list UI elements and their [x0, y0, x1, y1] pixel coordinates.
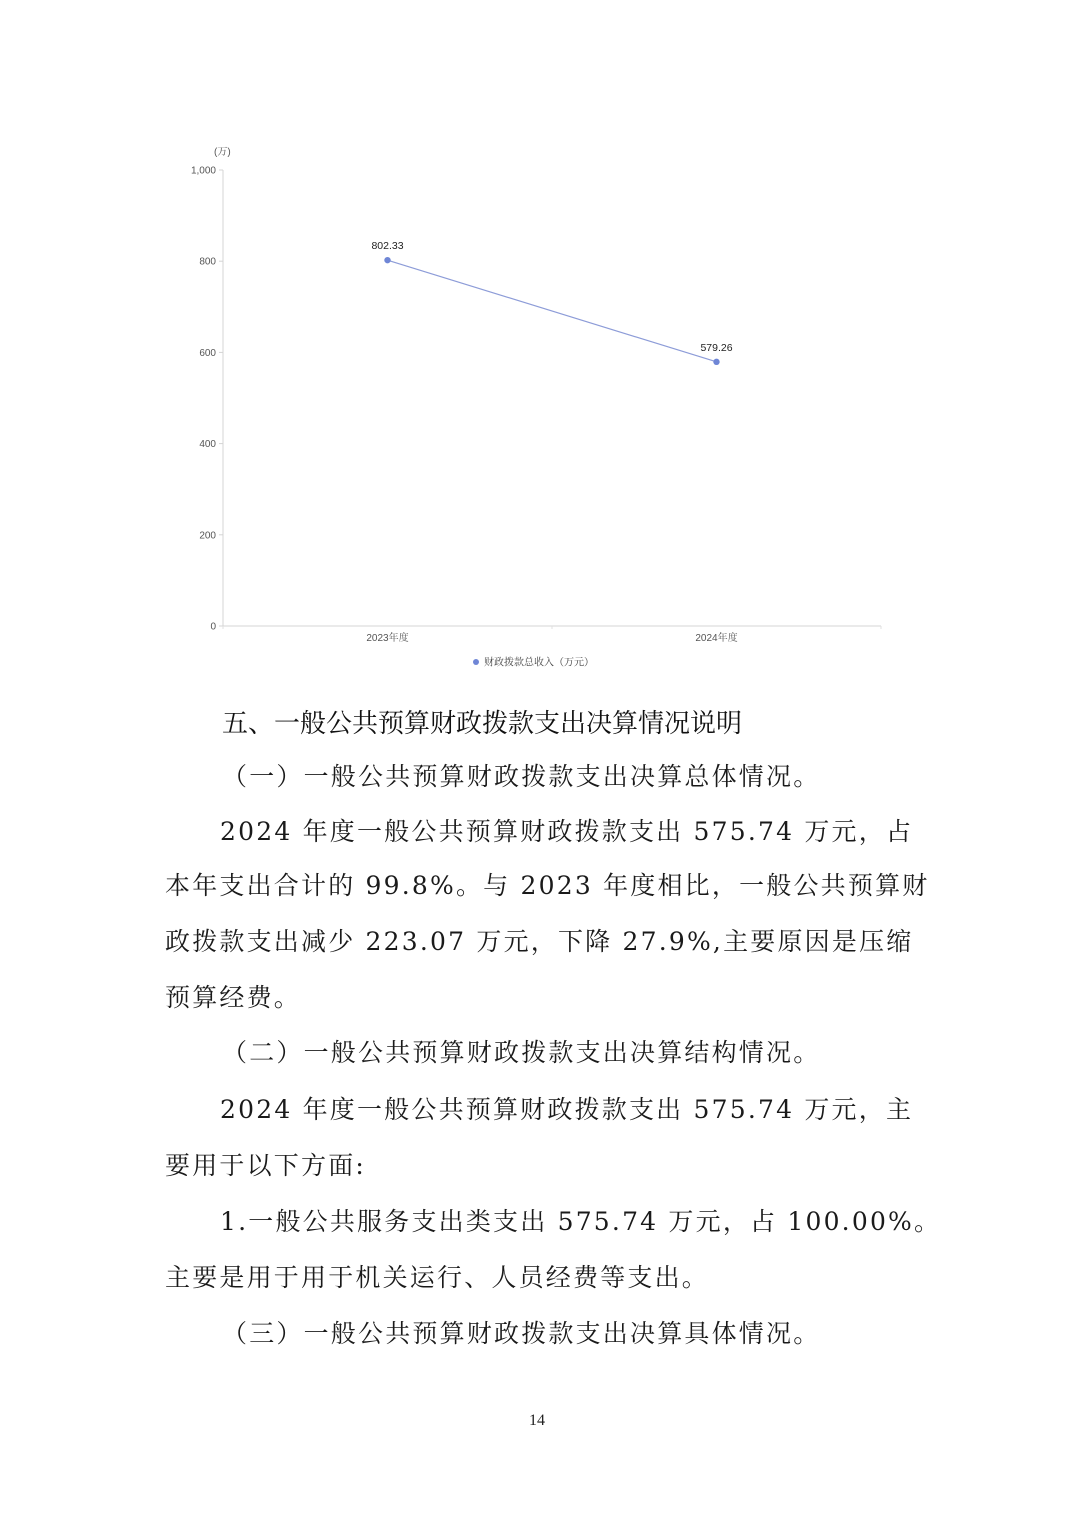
y-tick-label: 200: [199, 530, 216, 542]
paragraph-line: 本年支出合计的 99.8%。与 2023 年度相比，一般公共预算财: [165, 871, 930, 900]
y-tick-label: 1,000: [190, 165, 216, 177]
paragraph-line: 预算经费。: [165, 983, 302, 1012]
list-item-line: 1.一般公共服务支出类支出 575.74 万元，占 100.00%。: [220, 1207, 942, 1236]
data-point: [384, 257, 390, 263]
y-tick-label: 600: [199, 347, 216, 359]
y-tick-label: 800: [199, 256, 216, 268]
paragraph-line: 主要是用于用于机关运行、人员经费等支出。: [165, 1263, 710, 1292]
subsection-heading-3: （三）一般公共预算财政拨款支出决算具体情况。: [222, 1319, 821, 1348]
paragraph-line: 要用于以下方面:: [165, 1151, 367, 1180]
section-title: 五、一般公共预算财政拨款支出决算情况说明: [222, 709, 743, 739]
x-tick-label: 2023年度: [366, 633, 409, 644]
series-line: [388, 260, 717, 362]
subsection-heading-1: （一）一般公共预算财政拨款支出决算总体情况。: [222, 762, 821, 791]
data-label: 579.26: [700, 341, 733, 354]
legend: [473, 656, 594, 669]
data-label: 802.33: [371, 240, 404, 253]
data-point: [713, 359, 719, 365]
paragraph-line: 政拨款支出减少 223.07 万元，下降 27.9%,主要原因是压缩: [165, 927, 914, 956]
line-chart: [0, 0, 1074, 690]
subsection-heading-2: （二）一般公共预算财政拨款支出决算结构情况。: [222, 1038, 821, 1067]
y-axis-unit-label: (万): [214, 147, 231, 158]
page-number: 14: [529, 1412, 545, 1429]
paragraph-line: 2024 年度一般公共预算财政拨款支出 575.74 万元，占: [220, 817, 914, 846]
x-tick-label: 2024年度: [695, 633, 738, 644]
y-tick-label: 0: [210, 621, 216, 633]
legend-marker: [473, 659, 479, 665]
y-tick-label: 400: [199, 439, 216, 451]
legend-label: 财政拨款总收入（万元）: [484, 657, 594, 669]
paragraph-line: 2024 年度一般公共预算财政拨款支出 575.74 万元，主: [220, 1095, 914, 1124]
